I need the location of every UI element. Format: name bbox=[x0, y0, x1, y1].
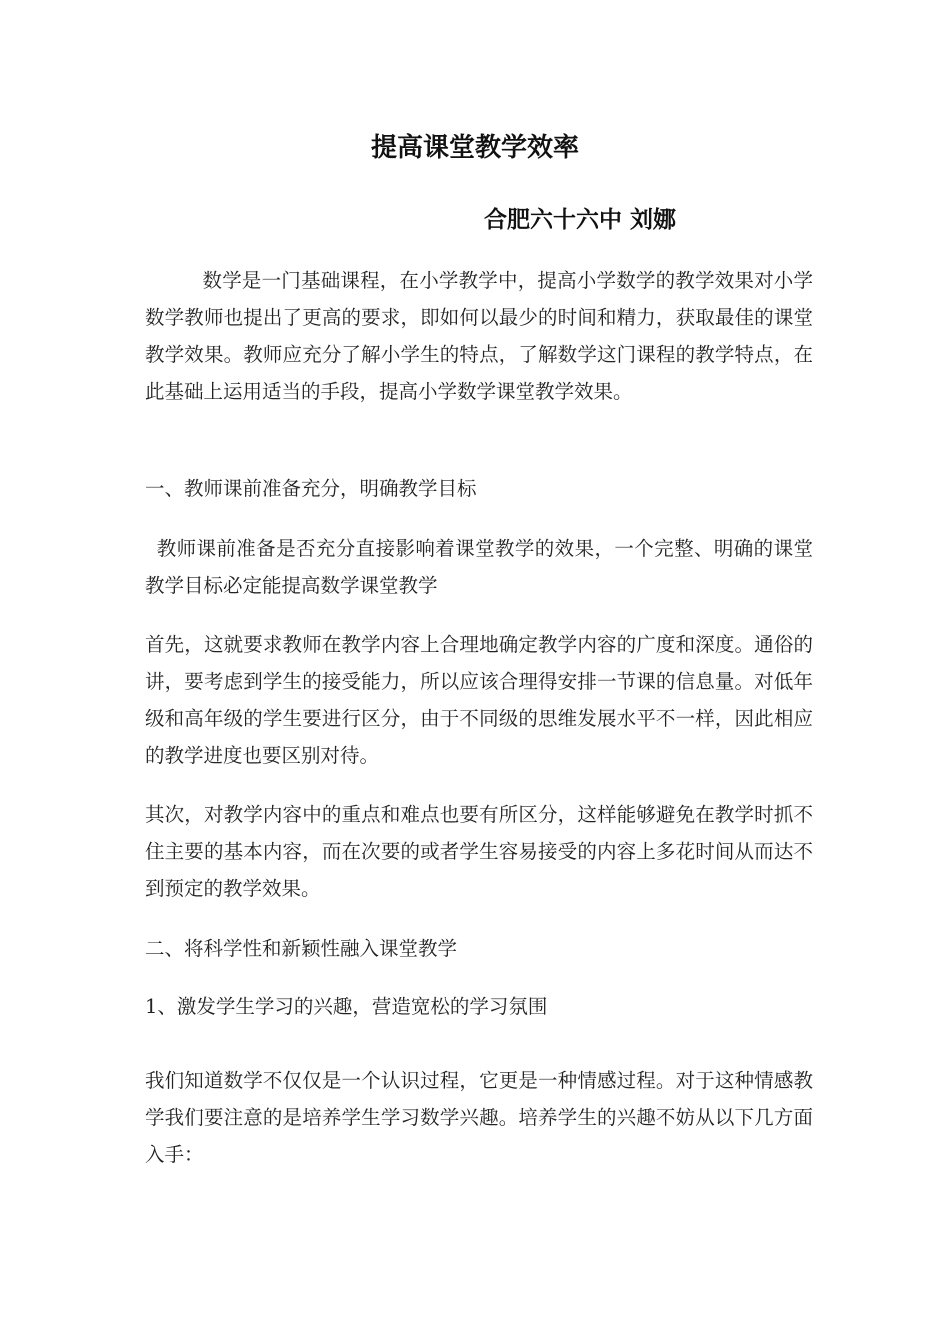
paragraph-preparation: 教师课前准备是否充分直接影响着课堂教学的效果，一个完整、明确的课堂教学目标必定能提高数学课堂教学 bbox=[145, 537, 813, 597]
document-title: 提高课堂教学效率 bbox=[370, 133, 579, 163]
section-heading-2: 二、将科学性和新颖性融入课堂教学 bbox=[145, 937, 458, 960]
paragraph-intro: 数学是一门基础课程，在小学教学中，提高小学数学的教学效果对小学数学教师也提出了更高的要求，即如何以最少的时间和精力，获取最佳的课堂教学效果。教师应充分了解小学生的特点，了解数学这门课程的教学特点，在此基础上运用适当的手段，提高小学数学课堂教学效果。 bbox=[145, 269, 813, 403]
document-author: 合肥六十六中 刘娜 bbox=[484, 206, 677, 233]
subsection-heading-1: 1、激发学生学习的兴趣，营造宽松的学习氛围 bbox=[145, 995, 548, 1018]
paragraph-interest: 我们知道数学不仅仅是一个认识过程，它更是一种情感过程。对于这种情感教学我们要注意的是培养学生学习数学兴趣。培养学生的兴趣不妨从以下几方面入手： bbox=[145, 1069, 813, 1166]
paragraph-first: 首先，这就要求教师在教学内容上合理地确定教学内容的广度和深度。通俗的讲，要考虑到学生的接受能力，所以应该合理得安排一节课的信息量。对低年级和高年级的学生要进行区分，由于不同级的思维发展水平不一样，因此相应的教学进度也要区别对待。 bbox=[145, 633, 813, 767]
paragraph-second: 其次，对教学内容中的重点和难点也要有所区分，这样能够避免在教学时抓不住主要的基本内容，而在次要的或者学生容易接受的内容上多花时间从而达不到预定的教学效果。 bbox=[145, 803, 813, 900]
section-heading-1: 一、教师课前准备充分，明确教学目标 bbox=[145, 477, 477, 500]
